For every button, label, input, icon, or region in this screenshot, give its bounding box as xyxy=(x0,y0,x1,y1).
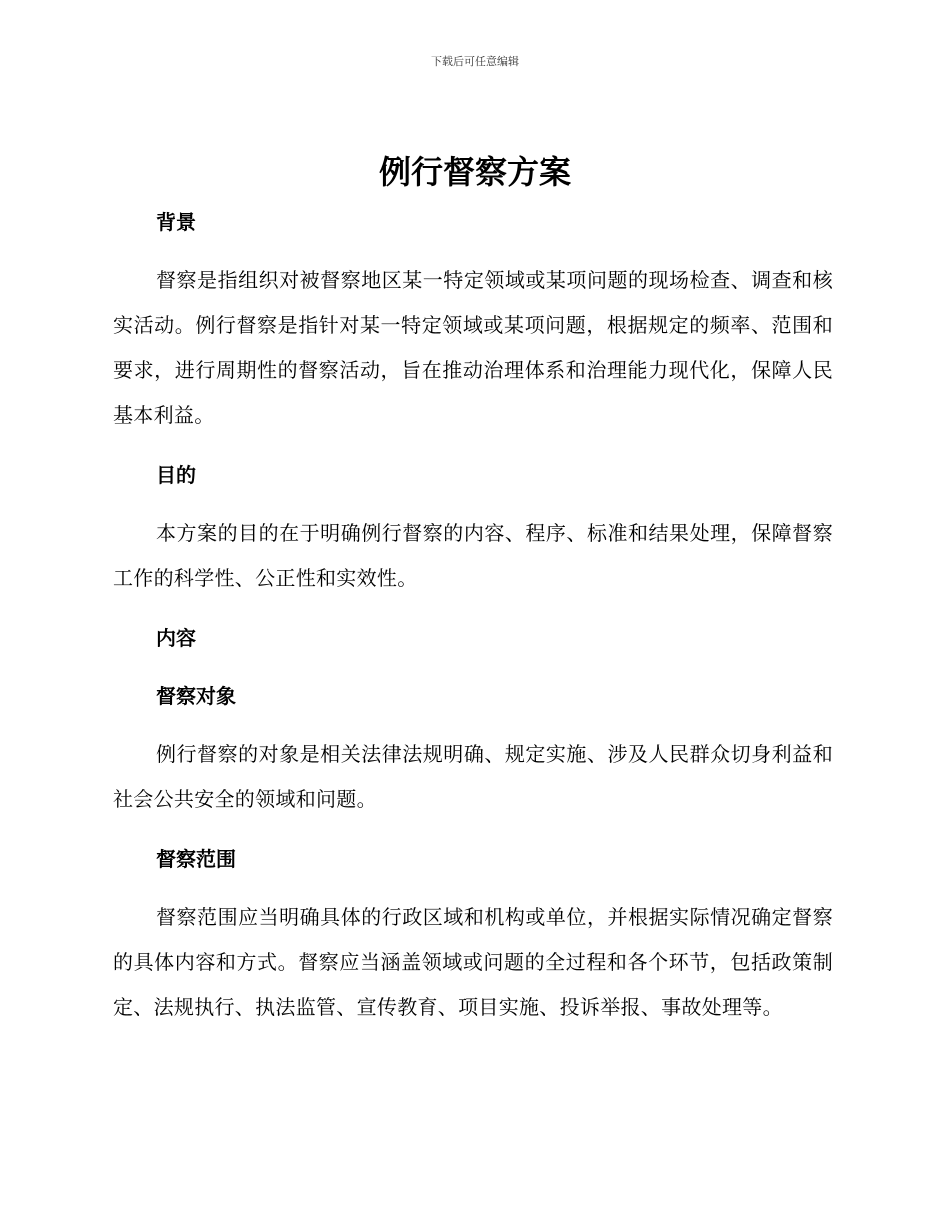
document-title: 例行督察方案 xyxy=(378,153,571,191)
section-heading-scope: 督察范围 xyxy=(156,847,236,871)
section-heading-purpose: 目的 xyxy=(156,463,196,487)
section-text-background: 督察是指组织对被督察地区某一特定领域或某项问题的现场检查、调查和核实活动。例行督察是指针对某一特定领域或某项问题，根据规定的频率、范围和要求，进行周期性的督察活动，旨在推动治理体系和治理能力现代化，保障人民基本利益。 xyxy=(113,268,833,427)
page-header-note: 下载后可任意编辑 xyxy=(431,55,519,68)
section-text-objects: 例行督察的对象是相关法律法规明确、规定实施、涉及人民群众切身利益和社会公共安全的领域和问题。 xyxy=(113,742,833,811)
section-heading-background: 背景 xyxy=(156,210,196,234)
section-heading-content: 内容 xyxy=(156,626,196,650)
section-text-scope: 督察范围应当明确具体的行政区域和机构或单位，并根据实际情况确定督察的具体内容和方式。督察应当涵盖领域或问题的全过程和各个环节，包括政策制定、法规执行、执法监管、宣传教育、项目实施、投诉举报、事故处理等。 xyxy=(113,905,833,1019)
document-body xyxy=(113,200,833,1030)
section-heading-objects: 督察对象 xyxy=(156,684,236,708)
section-text-purpose: 本方案的目的在于明确例行督察的内容、程序、标准和结果处理，保障督察工作的科学性、公正性和实效性。 xyxy=(113,521,833,590)
